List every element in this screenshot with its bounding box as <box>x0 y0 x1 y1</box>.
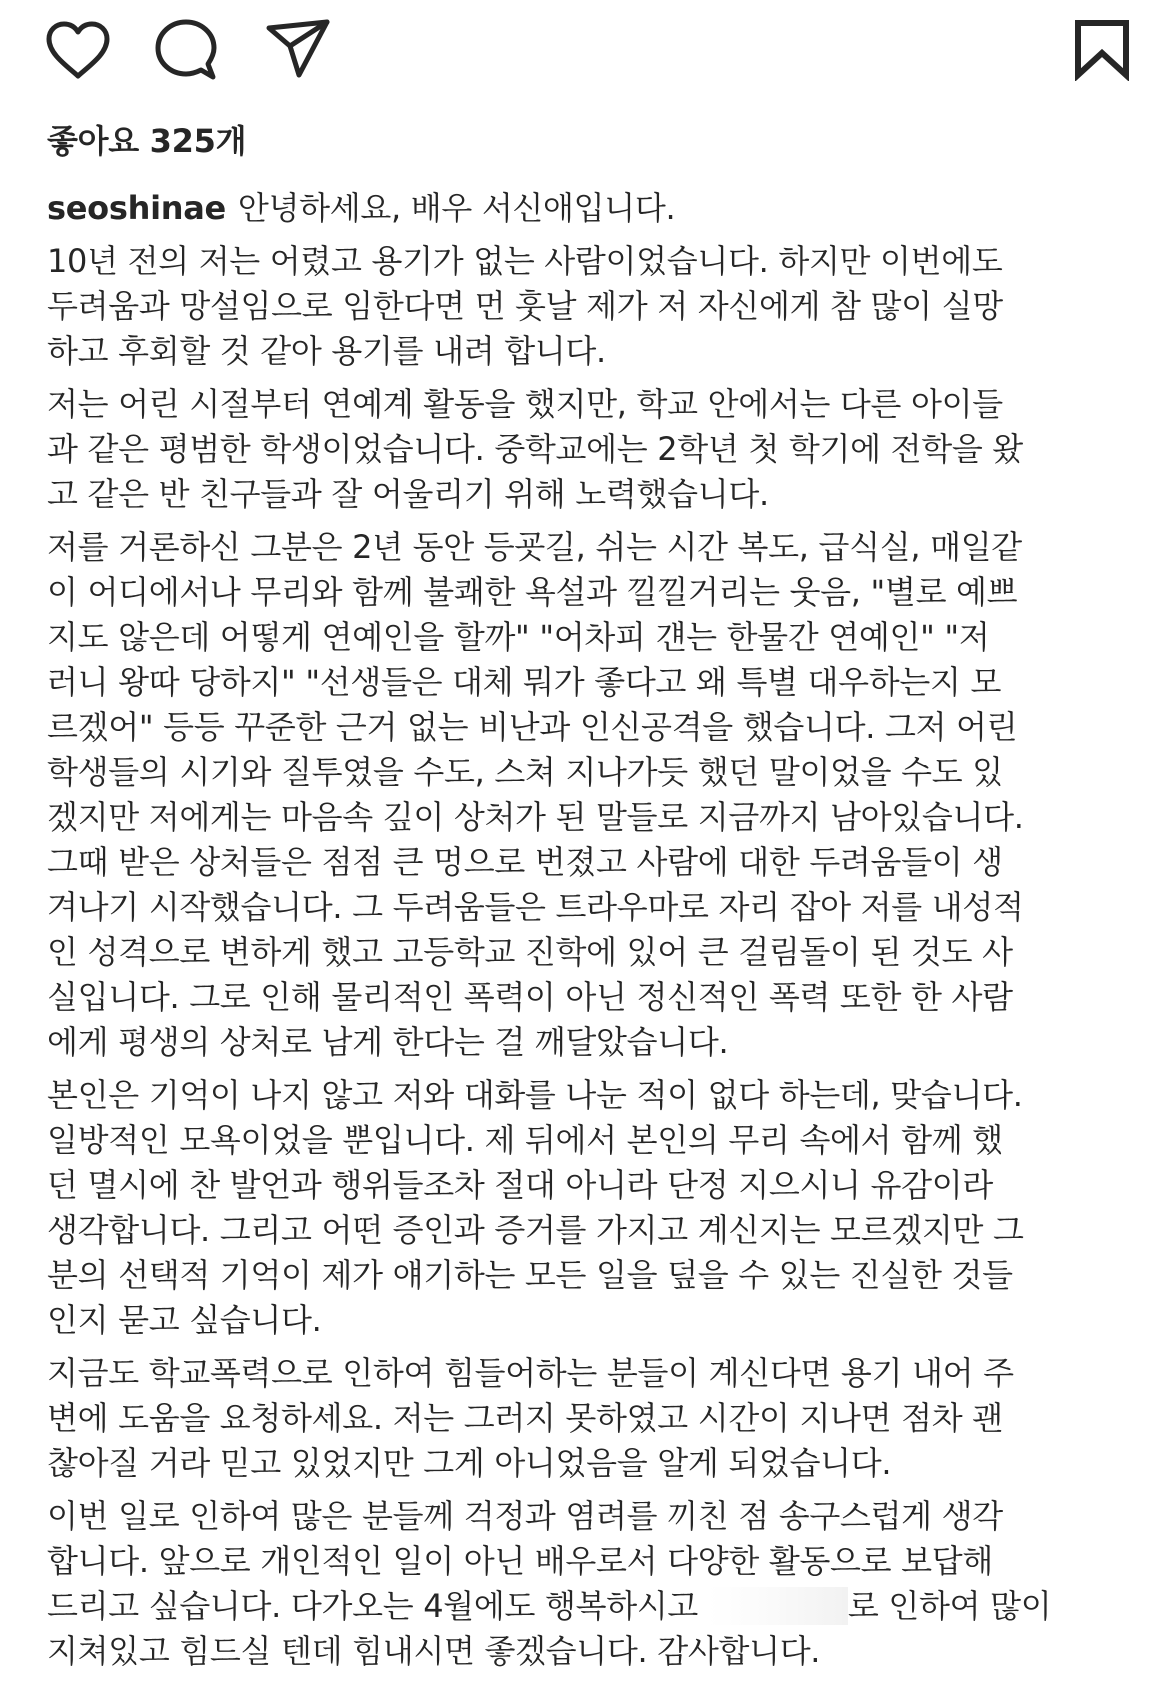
like-button[interactable] <box>42 14 114 86</box>
caption-paragraph: 저는 어린 시절부터 연예계 활동을 했지만, 학교 안에서는 다른 아이들 과 같은 평범한 학생이었습니다. 중학교에는 2학년 첫 학기에 전학을 왔 고 같은 반 친구들과 잘 어울리기 위해 노력했습니다. <box>47 385 1023 513</box>
caption-paragraph: 10년 전의 저는 어렸고 용기가 없는 사람이었습니다. 하지만 이번에도 두려움과 망설임으로 임한다면 먼 훗날 제가 저 자신에게 참 많이 실망 하고 후회할 것 같아 용기를 내려 합니다. <box>47 242 1003 370</box>
post-caption <box>47 186 1127 1682</box>
caption-paragraph: 지금도 학교폭력으로 인하여 힘들어하는 분들이 계신다면 용기 내어 주 변에 도움을 요청하세요. 저는 그러지 못하였고 시간이 지나면 점차 괜 찮아질 거라 믿고 있었지만 그게 아니었음을 알게 되었습니다. <box>47 1354 1014 1482</box>
heart-outline-icon <box>45 20 111 80</box>
caption-paragraph-last <box>47 1494 1127 1674</box>
save-button[interactable] <box>1066 14 1138 86</box>
likes-count[interactable]: 좋아요 325개 <box>47 122 247 160</box>
share-button[interactable] <box>262 14 334 86</box>
redacted-block <box>708 1587 848 1625</box>
comment-button[interactable] <box>150 14 222 86</box>
caption-greeting: 안녕하세요, 배우 서신애입니다. <box>237 189 676 227</box>
caption-paragraph: 저를 거론하신 그분은 2년 동안 등굣길, 쉬는 시간 복도, 급식실, 매일같 이 어디에서나 무리와 함께 불쾌한 욕설과 낄낄거리는 웃음, "별로 예쁘 지도 않은데 어떻게 연예인을 할까" "어차피 걘는 한물간 연예인" "저 러니 왕따 당하지" "선생들은 대체 뭐가 좋다고 왜 특별 대우하는지 모 르겠어" 등등 꾸준한 근거 없는 비난과 인신공격을 했습니다. 그저 어린 학생들의 시기와 질투였을 수도, 스쳐 지나가듯 했던 말이었을 수도 있 겠지만 저에게는 마음속 깊이 상처가 된 말들로 지금까지 남아있습니다. 그때 받은 상처들은 점점 큰 멍으로 번졌고 사람에 대한 두려움들이 생 겨나기 시작했습니다. 그 두려움들은 트라우마로 자리 잡아 저를 내성적 인 성격으로 변하게 했고 고등학교 진학에 있어 큰 걸림돌이 된 것도 사 실입니다. 그로 인해 물리적인 폭력이 아닌 정신적인 폭력 또한 한 사람 에게 평생의 상처로 남게 한다는 걸 깨달았습니다. <box>47 528 1024 1061</box>
comment-bubble-icon <box>154 18 218 82</box>
post-action-bar <box>0 0 1170 100</box>
caption-paragraph: 본인은 기억이 나지 않고 저와 대화를 나눈 적이 없다 하는데, 맞습니다. 일방적인 모욕이었을 뿐입니다. 제 뒤에서 본인의 무리 속에서 함께 했 던 멸시에 찬 발언과 행위들조차 절대 아니라 단정 지으시니 유감이라 생각합니다. 그리고 어떤 증인과 증거를 가지고 계신지는 모르겠지만 그 분의 선택적 기억이 제가 얘기하는 모든 일을 덮을 수 있는 진실한 것들 인지 묻고 싶습니다. <box>47 1076 1024 1339</box>
caption-username[interactable]: seoshinae <box>47 189 226 227</box>
bookmark-outline-icon <box>1074 19 1130 81</box>
caption-last-before: 이번 일로 인하여 많은 분들께 걱정과 염려를 끼친 점 송구스럽게 생각 합니다. 앞으로 개인적인 일이 아닌 배우로서 다양한 활동으로 보답해 드리고 싶습니다. 다가오는 4월에도 행복하시고 <box>47 1497 1003 1625</box>
caption-first-line <box>47 186 1127 231</box>
caption-last-after: 로 인하여 많이 지쳐있고 힘드실 텐데 힘내시면 좋겠습니다. 감사합니다. <box>47 1587 1052 1670</box>
paper-plane-icon <box>265 17 331 83</box>
